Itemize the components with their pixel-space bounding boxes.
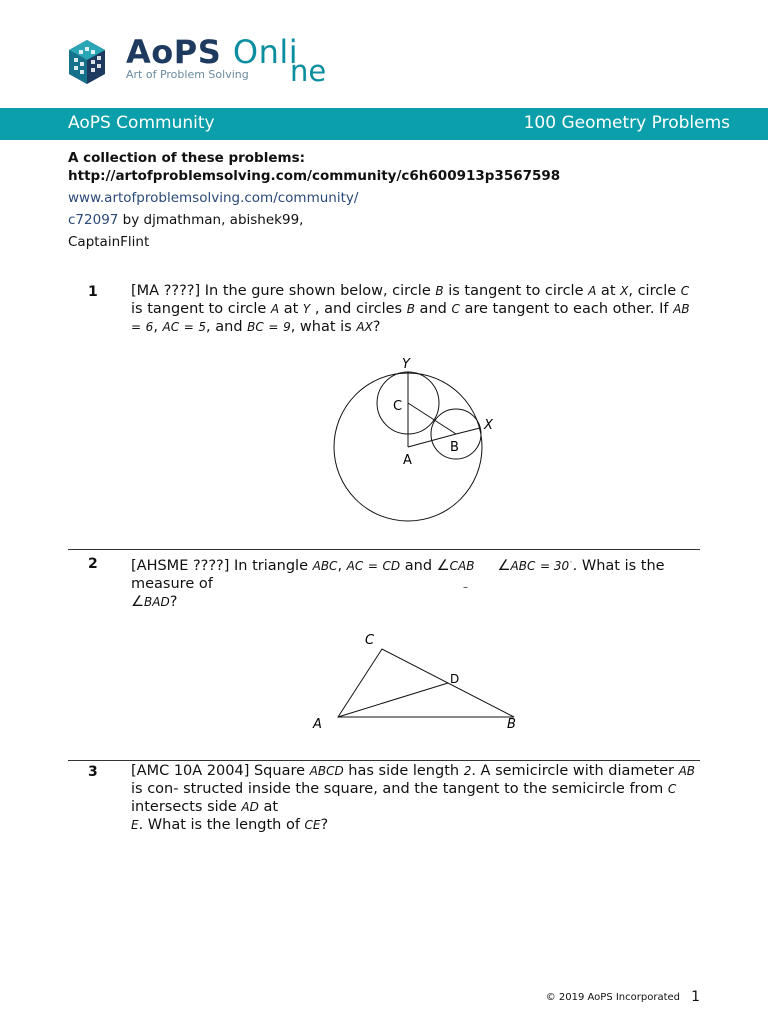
label-x: X [484,418,493,433]
label-c: C [365,633,375,648]
label-a: A [403,453,412,468]
problem-number: 2 [88,556,98,572]
collection-title: 100 Geometry Problems [523,113,730,133]
problem-number: 1 [88,284,98,300]
page-number: 1 [691,989,700,1005]
label-y: Y [402,357,410,372]
community-link[interactable]: www.artofproblemsolving.com/community/ [68,190,359,206]
triangle-abc [338,649,514,717]
label-c: C [393,399,403,414]
problem-2-figure [305,628,535,738]
problem-2-text-continued: ∠BAD? [131,594,178,610]
segment-ad [338,683,448,717]
aops-logo-icon [66,38,108,86]
brand-tail: ne [290,54,327,88]
authors-continued: CaptainFlint [68,234,150,250]
category-link[interactable]: c72097 [68,212,119,228]
copyright: © 2019 AoPS Incorporated [545,992,680,1003]
header-bar [0,108,768,140]
label-b: B [507,717,516,732]
community-title: AoPS Community [68,113,215,133]
problem-number: 3 [88,764,98,780]
label-d: D [450,672,460,686]
brand-subtitle: Art of Problem Solving [126,68,249,81]
authors: by djmathman, abishek99, [118,212,304,228]
intro-heading: A collection of these problems: [68,150,306,166]
divider [68,549,700,550]
problem-2-text: [AHSME ????] In triangle ABC, AC = CD and ∠CAB ∠ABC = 30◦. What is the measure of [131,557,665,592]
brand-name: AoPS Onli [126,33,299,71]
collection-url[interactable]: http://artofproblemsolving.com/community/c6h600913p3567598 [68,168,561,184]
intro-block [68,149,708,251]
problem-3-text: [AMC 10A 2004] Square ABCD has side length 2. A semicircle with diameter AB is con- structed inside the square, and the tangent to the semicircle from C intersects side AD at E. What is the length of CE? [131,763,696,833]
label-a: A [313,717,322,732]
problem-1-figure [320,352,510,532]
problem-1-text: [MA ????] In the gure shown below, circle B is tangent to circle A at X, circle C is tangent to circle A at Y , and circles B and C are tangent to each other. If AB = 6, AC = 5, and BC = 9, what is AX? [131,283,690,335]
divider [68,760,700,761]
stray-mark: – [463,582,468,593]
label-b: B [450,440,459,455]
